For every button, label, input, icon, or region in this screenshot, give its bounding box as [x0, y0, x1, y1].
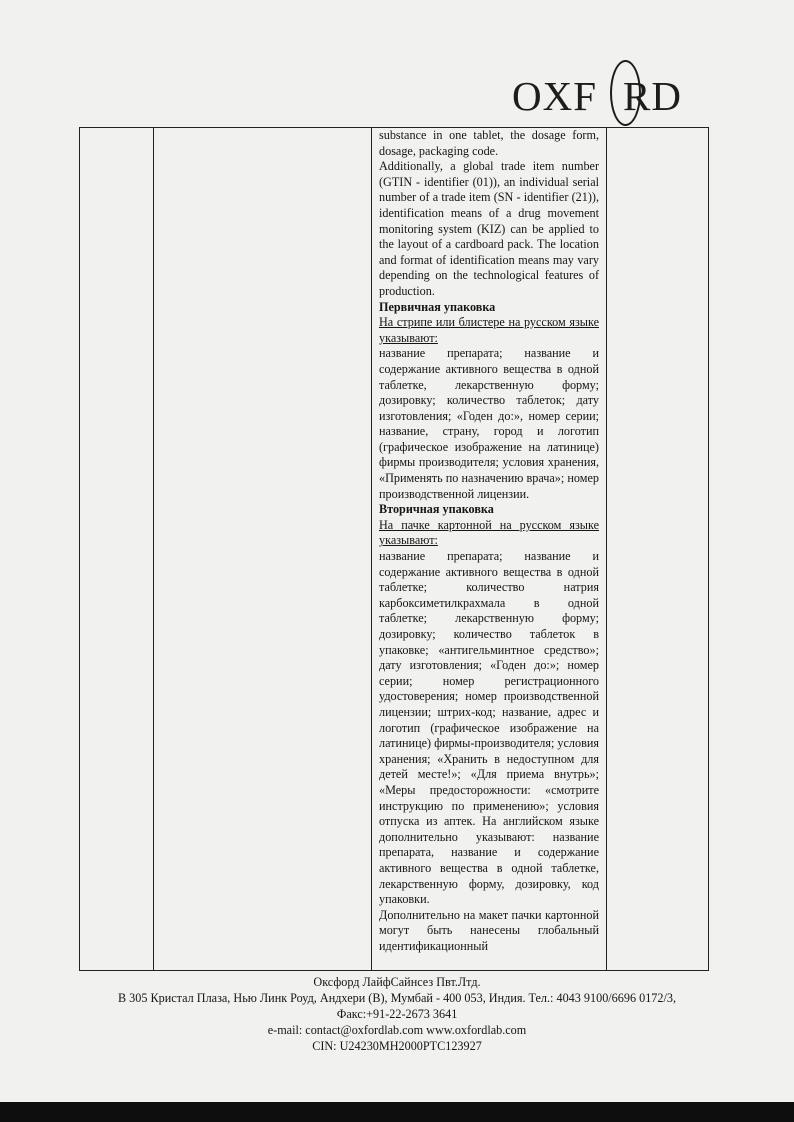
text-cell	[379, 128, 599, 954]
footer-company: Оксфорд ЛайфСайнсез Пвт.Лтд.	[313, 975, 481, 989]
oxford-logo	[512, 66, 692, 126]
scan-edge	[0, 1102, 794, 1122]
logo-text-right: RD	[623, 73, 682, 119]
footer-contact: e-mail: contact@oxfordlab.com www.oxfordlab.com	[267, 1023, 527, 1037]
logo-ring-icon	[610, 60, 641, 126]
footer-address: B 305 Кристал Плаза, Нью Линк Роуд, Андхери (В), Мумбай - 400 053, Индия. Тел.: 4043 9100/6696 0172/3,	[118, 991, 676, 1005]
company-footer	[80, 974, 714, 1054]
en-continuation: substance in one tablet, the dosage form, dosage, packaging code.	[379, 128, 599, 158]
document-table	[79, 127, 709, 971]
primary-subheading: На стрипе или блистере на русском языке указывают:	[379, 315, 599, 345]
footer-cin: CIN: U24230MH2000PTC123927	[312, 1039, 482, 1053]
secondary-more: Дополнительно на макет пачки картонной могут быть нанесены глобальный идентификационный	[379, 907, 599, 953]
secondary-heading: Вторичная упаковка	[379, 502, 494, 517]
footer-fax: Факс:+91-22-2673 3641	[336, 1007, 458, 1021]
en-additional: Additionally, a global trade item number (GTIN - identifier (01)), an individual serial number of a trade item (SN - identifier (21)), identification means of a drug movement monitoring system (KIZ) can be applied to the layout of a cardboard pack. The location and format of identification means may vary depending on the technological features of production.	[379, 159, 599, 298]
logo-text	[512, 72, 682, 120]
logo-text-left: OXF	[512, 73, 598, 119]
column-divider	[606, 128, 607, 970]
primary-body: название препарата; название и содержание активного вещества в одной таблетке, лекарственную форму; дозировку; количество таблеток; дату изготовления; «Годен до:», номер серии; название, страну, город и логотип (графическое изображение на латинице) фирмы производителя; условия хранения, «Применять по назначению врача»; номер производственной лицензии.	[379, 346, 599, 501]
primary-heading: Первичная упаковка	[379, 299, 496, 314]
column-divider	[153, 128, 154, 970]
secondary-subheading: На пачке картонной на русском языке указывают:	[379, 517, 599, 548]
column-divider	[371, 128, 372, 970]
secondary-body: название препарата; название и содержание активного вещества в одной таблетке; количество натрия карбоксиметилкрахмала в одной таблетке; лекарственную форму; дозировку; количество таблеток в упаковке; «антигельминтное средство»; дату изготовления; «Годен до:»; номер серии; номер регистрационного удостоверения; номер производственной лицензии; штрих-код; название, адрес и логотип (графическое изображение на латинице) фирмы-производителя; условия хранения; «Хранить в недоступном для детей месте!»; «Для приема внутрь»; «Меры предосторожности: «смотрите инструкцию по применению»; условия отпуска из аптек. На английском языке дополнительно указывают: название препарата, название и содержание активного вещества в одной таблетке, лекарственную форму, дозировку, код упаковки.	[379, 549, 599, 907]
